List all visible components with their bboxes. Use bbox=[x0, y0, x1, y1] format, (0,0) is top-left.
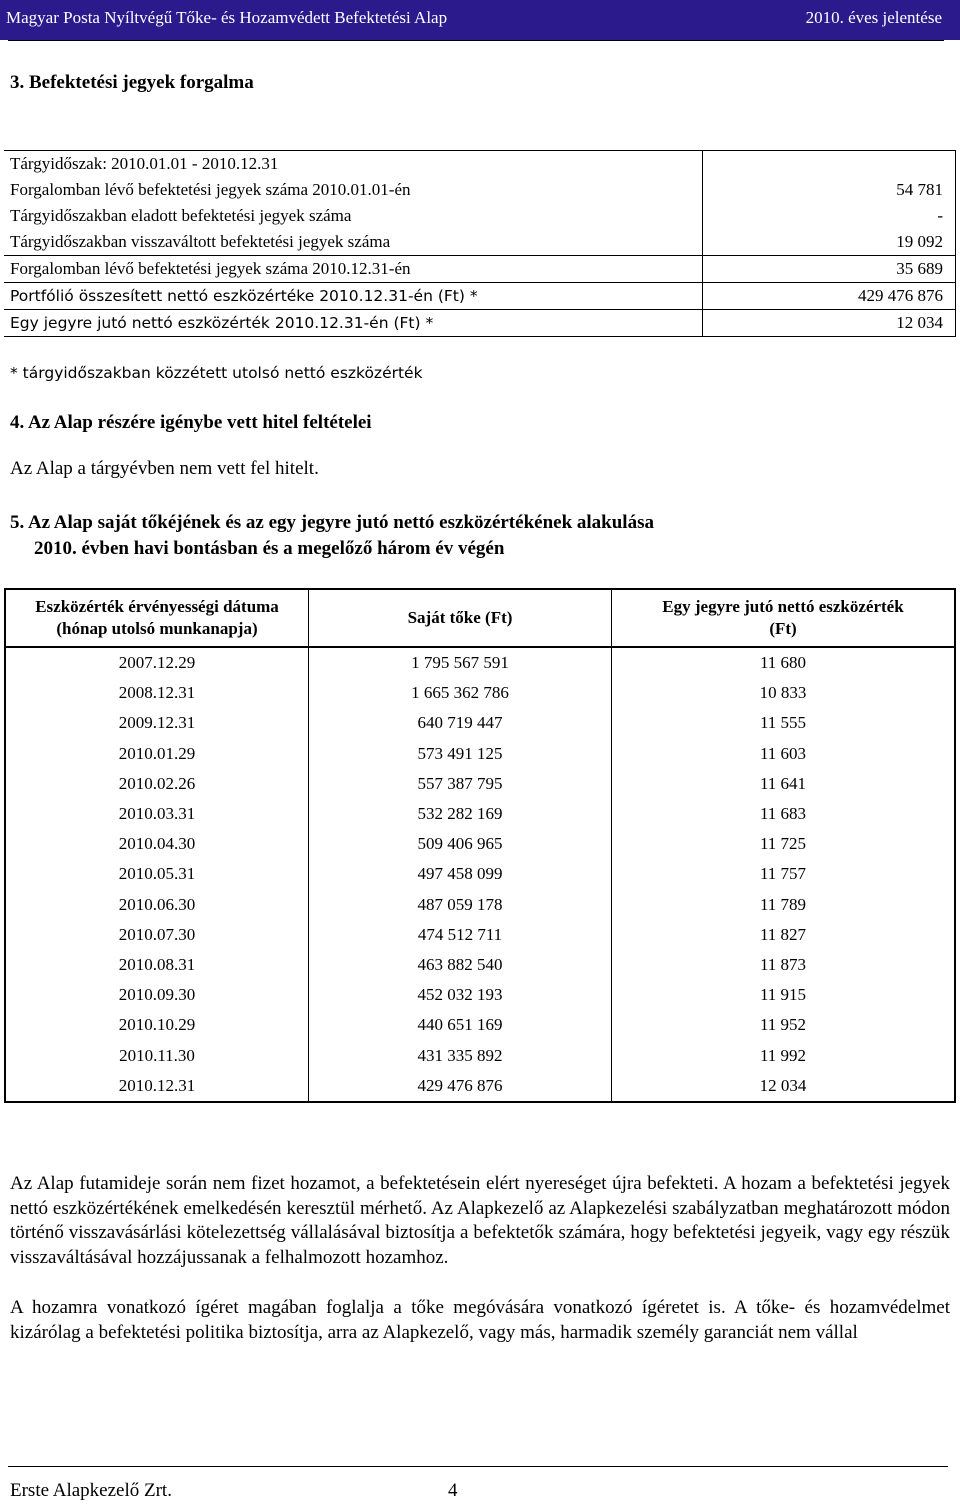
row-nav: 11 873 bbox=[612, 950, 956, 980]
summary-value: 54 781 bbox=[703, 177, 956, 203]
table-row bbox=[5, 678, 955, 708]
table-row bbox=[5, 708, 955, 738]
row-nav: 10 833 bbox=[612, 678, 956, 708]
row-nav: 11 827 bbox=[612, 920, 956, 950]
summary-row bbox=[4, 177, 956, 203]
row-date: 2010.02.26 bbox=[5, 769, 309, 799]
table-row bbox=[5, 647, 955, 678]
row-equity: 440 651 169 bbox=[309, 1010, 612, 1040]
section4-text: Az Alap a tárgyévben nem vett fel hitelt. bbox=[10, 458, 319, 479]
table-row bbox=[5, 739, 955, 769]
row-equity: 431 335 892 bbox=[309, 1040, 612, 1070]
nav-history-table bbox=[4, 588, 956, 1103]
paragraph-2: A hozamra vonatkozó ígéret magában foglalja a tőke megóvására vonatkozó ígéretet is. A tőke- és hozamvédelmet kizárólag a befektetési politika biztosítja, arra az Alapkezelő, vagy más, harmadik személy garanciát nem vállal bbox=[10, 1297, 950, 1343]
row-date: 2010.04.30 bbox=[5, 829, 309, 859]
summary-row bbox=[4, 229, 956, 256]
table-row bbox=[5, 920, 955, 950]
row-nav: 11 725 bbox=[612, 829, 956, 859]
table-row bbox=[5, 1010, 955, 1040]
row-equity: 1 665 362 786 bbox=[309, 678, 612, 708]
summary-label: Portfólió összesített nettó eszközértéke 2010.12.31-én (Ft) * bbox=[4, 283, 703, 310]
summary-label: Egy jegyre jutó nettó eszközérték 2010.12.31-én (Ft) * bbox=[4, 310, 703, 337]
row-nav: 11 683 bbox=[612, 799, 956, 829]
page-number: 4 bbox=[448, 1480, 458, 1501]
table-row bbox=[5, 950, 955, 980]
row-equity: 640 719 447 bbox=[309, 708, 612, 738]
row-nav: 11 757 bbox=[612, 859, 956, 889]
row-nav: 11 952 bbox=[612, 1010, 956, 1040]
row-equity: 429 476 876 bbox=[309, 1071, 612, 1102]
row-equity: 474 512 711 bbox=[309, 920, 612, 950]
section5-title-line2: 2010. évben havi bontásban és a megelőző három év végén bbox=[34, 538, 505, 559]
row-nav: 11 603 bbox=[612, 739, 956, 769]
summary-label: Tárgyidőszakban visszaváltott befektetési jegyek száma bbox=[10, 232, 391, 251]
summary-label: Tárgyidőszakban eladott befektetési jegyek száma bbox=[10, 206, 352, 225]
section4-title: 4. Az Alap részére igénybe vett hitel feltételei bbox=[10, 412, 372, 433]
summary-value: - bbox=[703, 203, 956, 229]
summary-row bbox=[4, 203, 956, 229]
header-fund-name: Magyar Posta Nyíltvégű Tőke- és Hozamvédett Befektetési Alap bbox=[6, 8, 448, 27]
summary-value: 429 476 876 bbox=[703, 283, 956, 310]
row-equity: 532 282 169 bbox=[309, 799, 612, 829]
row-date: 2010.12.31 bbox=[5, 1071, 309, 1102]
col-date-header-line2: (hónap utolsó munkanapja) bbox=[56, 619, 258, 638]
row-date: 2009.12.31 bbox=[5, 708, 309, 738]
table-row bbox=[5, 1071, 955, 1102]
row-date: 2010.03.31 bbox=[5, 799, 309, 829]
header-report-title: 2010. éves jelentése bbox=[805, 8, 942, 27]
col-nav-header-line1: Egy jegyre jutó nettó eszközérték bbox=[662, 597, 904, 616]
row-date: 2010.05.31 bbox=[5, 859, 309, 889]
row-equity: 573 491 125 bbox=[309, 739, 612, 769]
row-date: 2008.12.31 bbox=[5, 678, 309, 708]
summary-value: 12 034 bbox=[703, 310, 956, 337]
row-nav: 11 915 bbox=[612, 980, 956, 1010]
row-equity: 487 059 178 bbox=[309, 890, 612, 920]
row-equity: 463 882 540 bbox=[309, 950, 612, 980]
table-row bbox=[5, 890, 955, 920]
row-nav: 11 641 bbox=[612, 769, 956, 799]
row-nav: 12 034 bbox=[612, 1071, 956, 1102]
table-row bbox=[5, 980, 955, 1010]
row-date: 2010.06.30 bbox=[5, 890, 309, 920]
col-equity-header: Saját tőke (Ft) bbox=[309, 589, 612, 647]
table-row bbox=[5, 1040, 955, 1070]
paragraph-1: Az Alap futamideje során nem fizet hozamot, a befektetésein elért nyereséget újra befekteti. A hozam a befektetési jegyek nettó eszközértékének emelkedésén keresztül mérhető. Az Alapkezelő az Alapkezelési szabályzatban meghatározott módon történő visszavásárlási kötelezettség vállalásával biztosítja a befektetők számára, hogy befektetési jegyeik, vagy egy részük visszaváltásával hozzájussanak a felhalmozott hozamhoz. bbox=[10, 1173, 950, 1268]
running-header bbox=[0, 0, 960, 40]
row-equity: 452 032 193 bbox=[309, 980, 612, 1010]
summary-row bbox=[4, 256, 956, 283]
footer-rule bbox=[8, 1466, 948, 1467]
summary-row bbox=[4, 151, 956, 178]
col-date-header-line1: Eszközérték érvényességi dátuma bbox=[35, 597, 279, 616]
units-summary-table bbox=[4, 150, 956, 337]
col-nav-header bbox=[612, 589, 956, 647]
section5-title-line1: 5. Az Alap saját tőkéjének és az egy jegyre jutó nettó eszközértékének alakulása bbox=[10, 512, 654, 533]
row-date: 2010.01.29 bbox=[5, 739, 309, 769]
row-date: 2010.10.29 bbox=[5, 1010, 309, 1040]
table-row bbox=[5, 799, 955, 829]
summary-label: Tárgyidőszak: 2010.01.01 - 2010.12.31 bbox=[4, 151, 703, 178]
row-nav: 11 992 bbox=[612, 1040, 956, 1070]
footer-company: Erste Alapkezelő Zrt. bbox=[10, 1480, 172, 1501]
row-equity: 509 406 965 bbox=[309, 829, 612, 859]
row-equity: 1 795 567 591 bbox=[309, 647, 612, 678]
table-row bbox=[5, 859, 955, 889]
summary-value bbox=[703, 151, 956, 178]
row-date: 2007.12.29 bbox=[5, 647, 309, 678]
row-nav: 11 789 bbox=[612, 890, 956, 920]
summary-value: 35 689 bbox=[703, 256, 956, 283]
col-nav-header-line2: (Ft) bbox=[769, 619, 797, 638]
summary-row bbox=[4, 310, 956, 337]
summary-label: Forgalomban lévő befektetési jegyek száma 2010.01.01-én bbox=[10, 180, 411, 199]
row-date: 2010.07.30 bbox=[5, 920, 309, 950]
row-equity: 497 458 099 bbox=[309, 859, 612, 889]
summary-value: 19 092 bbox=[703, 229, 956, 256]
table-header-row bbox=[5, 589, 955, 647]
table-row bbox=[5, 769, 955, 799]
row-date: 2010.09.30 bbox=[5, 980, 309, 1010]
footnote: * tárgyidőszakban közzétett utolsó nettó eszközérték bbox=[10, 364, 423, 382]
row-date: 2010.11.30 bbox=[5, 1040, 309, 1070]
row-date: 2010.08.31 bbox=[5, 950, 309, 980]
row-equity: 557 387 795 bbox=[309, 769, 612, 799]
summary-label: Forgalomban lévő befektetési jegyek száma 2010.12.31-én bbox=[4, 256, 703, 283]
row-nav: 11 555 bbox=[612, 708, 956, 738]
col-date-header bbox=[5, 589, 309, 647]
table-row bbox=[5, 829, 955, 859]
summary-row bbox=[4, 283, 956, 310]
section3-title: 3. Befektetési jegyek forgalma bbox=[10, 72, 254, 93]
header-rule bbox=[8, 40, 944, 41]
row-nav: 11 680 bbox=[612, 647, 956, 678]
